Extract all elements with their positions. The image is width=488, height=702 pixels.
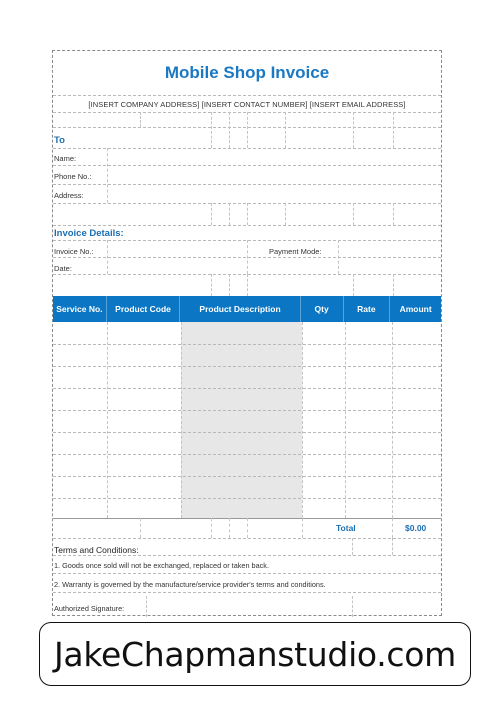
divider <box>53 573 441 574</box>
header-product-code: Product Code <box>107 296 181 322</box>
grid-line <box>392 538 393 555</box>
grid-line <box>140 518 141 538</box>
invoice-details-heading: Invoice Details: <box>54 228 124 239</box>
header-qty: Qty <box>301 296 344 322</box>
grid-line <box>393 112 394 148</box>
table-row <box>53 410 441 411</box>
grid-line <box>107 148 108 203</box>
table-row <box>53 366 441 367</box>
terms-line-1: 1. Goods once sold will not be exchanged, replaced or taken back. <box>54 561 269 570</box>
grid-line <box>393 274 394 296</box>
grid-line <box>247 518 248 538</box>
divider <box>53 592 441 593</box>
total-value: $0.00 <box>405 523 427 533</box>
items-table-header <box>53 296 441 322</box>
grid-line <box>345 322 346 518</box>
description-column-shade <box>181 322 302 518</box>
grid-line <box>353 274 354 296</box>
header-product-description: Product Description <box>180 296 300 322</box>
grid-line <box>211 274 212 296</box>
divider <box>53 95 441 96</box>
grid-line <box>285 112 286 148</box>
grid-line <box>211 112 212 148</box>
grid-line <box>247 112 248 148</box>
grid-line <box>352 538 353 555</box>
table-row <box>53 388 441 389</box>
divider <box>53 555 441 556</box>
table-row <box>53 498 441 499</box>
divider <box>53 184 441 185</box>
grid-line <box>392 518 393 538</box>
payment-mode-label: Payment Mode: <box>269 247 322 256</box>
divider <box>53 225 441 226</box>
to-heading: To <box>54 135 65 146</box>
watermark-banner <box>39 622 471 686</box>
invoice-title: Mobile Shop Invoice <box>164 63 330 82</box>
grid-line <box>107 322 108 518</box>
grid-line <box>352 596 353 617</box>
grid-line <box>211 518 212 538</box>
divider <box>53 538 441 539</box>
grid-line <box>247 274 248 296</box>
grid-line <box>302 518 303 538</box>
table-row <box>53 454 441 455</box>
grid-line <box>302 322 303 518</box>
grid-line <box>353 112 354 148</box>
grid-line <box>285 203 286 225</box>
grid-line <box>247 203 248 225</box>
grid-line <box>229 518 230 538</box>
name-label: Name: <box>54 154 77 163</box>
total-label: Total <box>336 523 356 533</box>
grid-line <box>393 203 394 225</box>
table-row <box>53 432 441 433</box>
invoice-sheet <box>52 50 442 616</box>
grid-line <box>211 203 212 225</box>
grid-line <box>146 596 147 617</box>
table-row <box>53 476 441 477</box>
terms-line-2: 2. Warranty is governed by the manufacture/service provider's terms and conditions. <box>54 580 326 589</box>
divider <box>53 148 441 149</box>
phone-label: Phone No.: <box>54 172 92 181</box>
terms-heading: Terms and Conditions: <box>54 545 139 555</box>
address-label: Address: <box>54 191 84 200</box>
company-address-line: [INSERT COMPANY ADDRESS] [INSERT CONTACT NUMBER] [INSERT EMAIL ADDRESS] <box>88 100 406 109</box>
header-service-no: Service No. <box>53 296 107 322</box>
watermark-text: JakeChapmanstudio.com <box>53 634 457 674</box>
header-amount: Amount <box>399 303 432 314</box>
header-rate: Rate <box>344 296 391 322</box>
grid-line <box>353 203 354 225</box>
grid-line <box>392 322 393 518</box>
grid-line <box>181 322 182 518</box>
signature-label: Authorized Signature: <box>54 604 125 613</box>
grid-line <box>229 112 230 148</box>
invoice-no-label: Invoice No.: <box>54 247 94 256</box>
table-row <box>53 344 441 345</box>
items-table-body <box>53 322 441 518</box>
date-label: Date: <box>54 264 72 273</box>
grid-line <box>140 112 141 127</box>
divider <box>53 257 441 258</box>
grid-line <box>229 274 230 296</box>
grid-line <box>229 203 230 225</box>
divider <box>53 165 441 166</box>
